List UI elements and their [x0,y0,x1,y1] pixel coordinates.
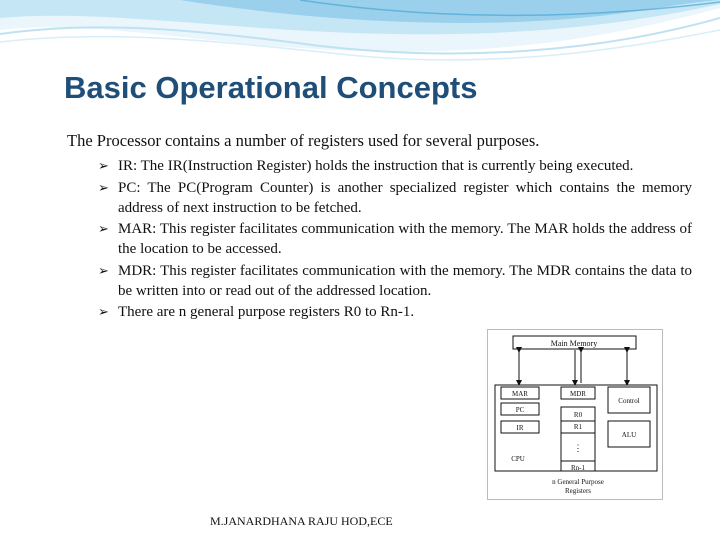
gpr-caption-2: Registers [564,487,592,495]
main-memory-label: Main Memory [550,339,598,348]
gpr-caption-1: n General Purpose [552,478,604,486]
arrow-bullet-icon: ➢ [98,262,109,278]
bullet-item [98,261,692,301]
mdr-label: MDR [570,390,586,398]
bullet-item [98,302,692,322]
arrow-bullet-icon: ➢ [98,304,109,319]
arrow-bullet-icon: ➢ [98,158,109,173]
intro-text: The Processor contains a number of registers used for several purposes. [67,131,540,150]
r0-label: R0 [573,411,583,419]
bullet-text: PC: The PC(Program Counter) is another specialized register which contains the memory address of next instruction to be fetched. [118,179,692,216]
bullet-text: IR: The IR(Instruction Register) holds the instruction that is currently being executed. [118,158,634,174]
bullet-item [98,219,692,259]
header-decoration [0,0,720,70]
bullet-item [98,156,692,176]
bullet-text: MDR: This register facilitates communication with the memory. The MDR contains the data to be written into or read out of the addressed location. [118,262,692,299]
rn1-label: Rn-1 [571,464,585,472]
bullet-text: MAR: This register facilitates communication with the memory. The MAR holds the address of the location to be accessed. [118,221,692,257]
ir-label: IR [516,424,524,432]
bullet-list [98,156,692,324]
control-label: Control [618,397,640,405]
arrow-bullet-icon: ➢ [98,179,109,195]
slide-title: Basic Operational Concepts [64,70,478,105]
bullet-item [98,178,692,218]
footer-author: M.JANARDHANA RAJU HOD,ECE [210,514,393,528]
register-dots: ⋮ [573,443,583,453]
r1-label: R1 [573,423,583,431]
mar-label: MAR [512,390,528,398]
cpu-label: CPU [511,455,525,463]
pc-label: PC [515,406,525,414]
bullet-text: There are n general purpose registers R0 to Rn-1. [118,304,415,320]
alu-label: ALU [621,431,637,439]
arrow-bullet-icon: ➢ [98,221,109,236]
processor-memory-diagram [487,329,663,500]
